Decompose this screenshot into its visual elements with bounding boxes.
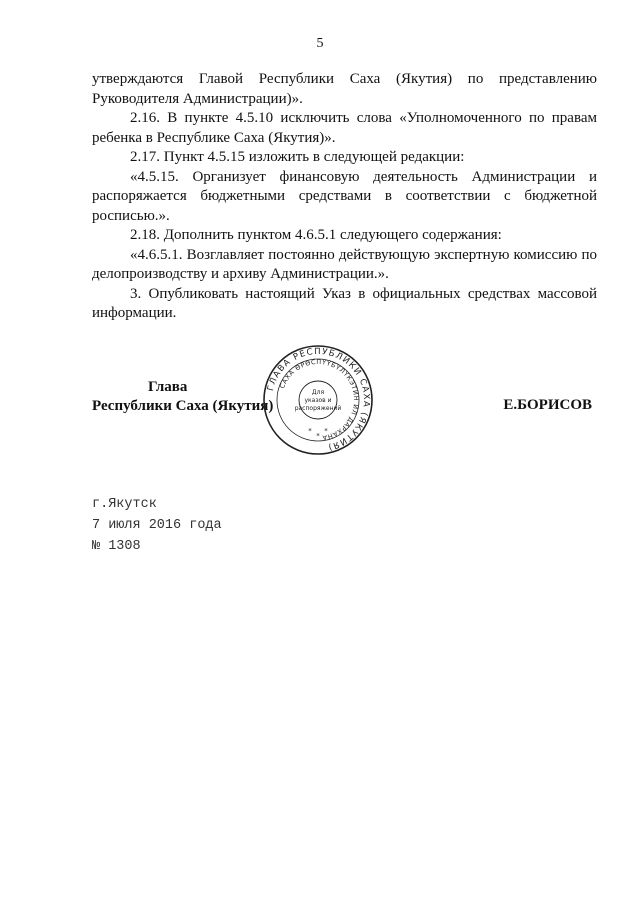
official-seal — [262, 344, 374, 456]
paragraph-item-2-17: 2.17. Пункт 4.5.15 изложить в следующей редакции: — [130, 149, 465, 165]
seal-outer-text: ГЛАВА РЕСПУБЛИКИ САХА (ЯКУТИЯ) — [265, 346, 372, 452]
seal-center-line-3: распоряжений — [294, 405, 342, 412]
seal-inner-text: САХА ӨРӨСПҮҮБҮЛҮКЭТИН ИЛ ДАРХАНА — [278, 357, 361, 442]
document-body — [92, 70, 597, 324]
paragraph-quote-4-6-5-1: «4.6.5.1. Возглавляет постоянно действующую экспертную комиссию по делопроизводству и архиву Администрации.». — [92, 246, 597, 282]
footer-number: № 1308 — [92, 539, 141, 554]
page-number: 5 — [316, 36, 324, 51]
footer-date: 7 июля 2016 года — [92, 518, 222, 533]
paragraph-item-3: 3. Опубликовать настоящий Указ в официальных средствах массовой информации. — [92, 285, 597, 321]
footer-city: г.Якутск — [92, 497, 157, 512]
svg-text:*: * — [316, 432, 320, 440]
signatory-organization: Республики Саха (Якутия) — [92, 398, 274, 414]
paragraph-item-2-18: 2.18. Дополнить пунктом 4.6.5.1 следующего содержания: — [130, 227, 502, 243]
paragraph-quote-4-5-15: «4.5.15. Организует финансовую деятельность Администрации и распоряжается бюджетными средствами в соответствии с бюджетной росписью.». — [92, 168, 597, 224]
seal-center-line-2: указов и — [304, 397, 332, 404]
seal-center-line-1: Для — [311, 389, 325, 396]
signatory-title: Глава — [148, 379, 188, 395]
document-footer — [92, 494, 222, 557]
svg-text:*: * — [324, 427, 328, 435]
svg-text:*: * — [308, 427, 312, 435]
paragraph-continuation: утверждаются Главой Республики Саха (Якутия) по представлению Руководителя Администрации)». — [92, 71, 597, 107]
signatory-name: Е.БОРИСОВ — [503, 397, 592, 413]
paragraph-item-2-16: 2.16. В пункте 4.5.10 исключить слова «Уполномоченного по правам ребенка в Республике Саха (Якутия)». — [92, 110, 597, 146]
